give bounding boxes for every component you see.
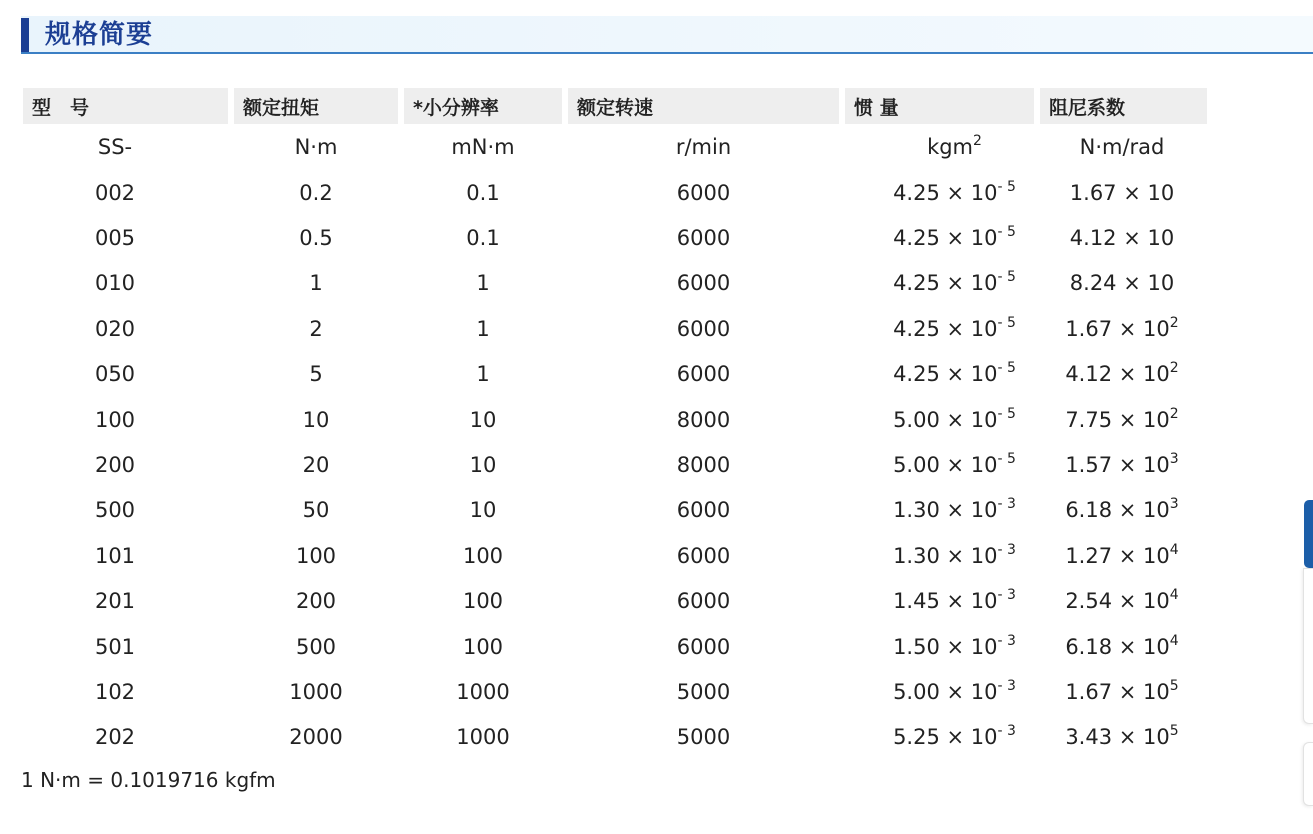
cell-inertia — [842, 352, 1037, 397]
cell-damping — [1037, 624, 1207, 669]
cell-damping — [1037, 715, 1207, 760]
cell-damping-mantissa: 4.12 × 10 — [1069, 226, 1175, 251]
cell-inertia — [842, 397, 1037, 442]
table-row — [23, 533, 1207, 578]
cell-resolution: 1000 — [456, 679, 510, 704]
cell-inertia — [842, 442, 1037, 487]
unit-inertia-base: kgm — [927, 135, 974, 159]
cell-torque: 5 — [309, 362, 323, 387]
table-row — [23, 215, 1207, 260]
cell-model: 005 — [94, 226, 136, 251]
table-row — [23, 170, 1207, 215]
cell-inertia-exponent: - 3 — [997, 632, 1016, 649]
cell-speed: 6000 — [676, 362, 731, 387]
table-row — [23, 624, 1207, 669]
unit-damping: N·m/rad — [1079, 135, 1165, 159]
cell-inertia — [842, 579, 1037, 624]
cell-damping-mantissa: 2.54 × 10 — [1065, 589, 1170, 614]
cell-inertia-mantissa: 5.00 × 10 — [893, 453, 998, 478]
cell-speed: 6000 — [676, 634, 731, 659]
cell-resolution: 1 — [476, 316, 490, 341]
unit-torque: N·m — [294, 135, 338, 159]
section-title: 规格简要 — [45, 20, 154, 50]
cell-inertia-mantissa: 4.25 × 10 — [893, 362, 998, 387]
cell-damping-mantissa: 8.24 × 10 — [1069, 271, 1175, 296]
cell-inertia — [842, 533, 1037, 578]
cell-damping-exponent: 2 — [1169, 314, 1179, 331]
cell-model: 002 — [94, 180, 136, 205]
cell-inertia-exponent: - 5 — [997, 360, 1016, 377]
spec-table — [23, 88, 1207, 760]
table-row — [23, 306, 1207, 351]
unit-speed: r/min — [675, 135, 732, 159]
cell-damping-exponent: 4 — [1169, 587, 1179, 604]
cell-resolution: 10 — [469, 498, 497, 523]
cell-damping-mantissa: 4.12 × 10 — [1065, 362, 1170, 387]
cell-damping — [1037, 669, 1207, 714]
cell-inertia — [842, 624, 1037, 669]
footnote: 1 N·m = 0.1019716 kgfm — [21, 768, 276, 792]
cell-damping-exponent: 2 — [1169, 360, 1179, 377]
cell-inertia-mantissa: 1.50 × 10 — [893, 634, 998, 659]
cell-resolution: 1 — [476, 362, 490, 387]
unit-resolution: mN·m — [451, 135, 515, 159]
cell-torque: 500 — [295, 634, 337, 659]
cell-model: 501 — [94, 634, 136, 659]
cell-inertia — [842, 261, 1037, 306]
cell-damping — [1037, 261, 1207, 306]
cell-model: 102 — [94, 679, 136, 704]
side-float-tab[interactable] — [1304, 500, 1313, 568]
cell-torque: 100 — [295, 543, 337, 568]
cell-damping-exponent: 5 — [1169, 723, 1179, 740]
cell-torque: 10 — [302, 407, 330, 432]
cell-damping-exponent: 5 — [1169, 677, 1179, 694]
header-model: 型 号 — [23, 88, 231, 124]
cell-inertia-exponent: - 3 — [997, 677, 1016, 694]
cell-inertia-exponent: - 3 — [997, 723, 1016, 740]
cell-damping-mantissa: 6.18 × 10 — [1065, 498, 1170, 523]
cell-damping-mantissa: 7.75 × 10 — [1065, 407, 1170, 432]
cell-inertia-mantissa: 1.30 × 10 — [893, 498, 998, 523]
cell-model: 101 — [94, 543, 136, 568]
side-float-panel[interactable] — [1303, 568, 1313, 724]
cell-torque: 50 — [302, 498, 330, 523]
cell-inertia-exponent: - 5 — [997, 451, 1016, 468]
cell-torque: 2000 — [289, 725, 343, 750]
cell-inertia — [842, 170, 1037, 215]
table-row — [23, 488, 1207, 533]
cell-resolution: 1000 — [456, 725, 510, 750]
cell-resolution: 100 — [462, 543, 504, 568]
cell-damping-exponent: 3 — [1169, 451, 1179, 468]
cell-inertia-mantissa: 4.25 × 10 — [893, 180, 998, 205]
cell-damping-mantissa: 1.27 × 10 — [1065, 543, 1170, 568]
cell-torque: 1000 — [289, 679, 343, 704]
cell-inertia — [842, 669, 1037, 714]
header-inertia: 惯 量 — [842, 88, 1037, 124]
cell-model: 200 — [94, 453, 136, 478]
table-row — [23, 397, 1207, 442]
cell-model: 100 — [94, 407, 136, 432]
cell-torque: 1 — [309, 271, 323, 296]
cell-inertia-mantissa: 4.25 × 10 — [893, 226, 998, 251]
cell-resolution: 10 — [469, 407, 497, 432]
cell-resolution: 100 — [462, 634, 504, 659]
cell-damping-mantissa: 1.57 × 10 — [1065, 453, 1170, 478]
cell-speed: 6000 — [676, 543, 731, 568]
cell-model: 500 — [94, 498, 136, 523]
cell-model: 201 — [94, 589, 136, 614]
cell-speed: 6000 — [676, 180, 731, 205]
header-min-resolution: *小分辨率 — [401, 88, 565, 124]
header-rated-torque: 额定扭矩 — [231, 88, 401, 124]
table-row — [23, 579, 1207, 624]
cell-inertia-mantissa: 5.00 × 10 — [893, 407, 998, 432]
cell-speed: 5000 — [676, 679, 731, 704]
cell-damping-exponent: 3 — [1169, 496, 1179, 513]
cell-inertia — [842, 715, 1037, 760]
cell-speed: 6000 — [676, 498, 731, 523]
cell-damping — [1037, 442, 1207, 487]
cell-resolution: 100 — [462, 589, 504, 614]
unit-model: SS- — [97, 135, 133, 159]
cell-inertia — [842, 306, 1037, 351]
cell-model: 050 — [94, 362, 136, 387]
section-header — [21, 16, 1313, 54]
cell-torque: 0.2 — [299, 180, 333, 205]
cell-resolution: 10 — [469, 453, 497, 478]
cell-inertia — [842, 488, 1037, 533]
cell-damping-mantissa: 1.67 × 10 — [1065, 316, 1170, 341]
cell-inertia-exponent: - 5 — [997, 314, 1016, 331]
cell-inertia-mantissa: 1.45 × 10 — [893, 589, 998, 614]
cell-damping — [1037, 306, 1207, 351]
cell-inertia-mantissa: 4.25 × 10 — [893, 316, 998, 341]
cell-resolution: 0.1 — [466, 226, 500, 251]
cell-inertia-mantissa: 5.25 × 10 — [893, 725, 998, 750]
cell-speed: 6000 — [676, 271, 731, 296]
cell-speed: 8000 — [676, 407, 731, 432]
cell-speed: 5000 — [676, 725, 731, 750]
cell-damping — [1037, 579, 1207, 624]
cell-inertia-mantissa: 4.25 × 10 — [893, 271, 998, 296]
unit-inertia — [842, 124, 1037, 170]
cell-model: 020 — [94, 316, 136, 341]
cell-torque: 2 — [309, 316, 323, 341]
cell-inertia-exponent: - 5 — [997, 405, 1016, 422]
cell-damping — [1037, 488, 1207, 533]
cell-damping — [1037, 215, 1207, 260]
cell-damping-mantissa: 6.18 × 10 — [1065, 634, 1170, 659]
cell-damping-exponent: 4 — [1169, 541, 1179, 558]
header-rated-speed: 额定转速 — [565, 88, 842, 124]
cell-damping — [1037, 170, 1207, 215]
cell-inertia-exponent: - 3 — [997, 587, 1016, 604]
cell-inertia-mantissa: 1.30 × 10 — [893, 543, 998, 568]
cell-model: 010 — [94, 271, 136, 296]
unit-row — [23, 124, 1207, 170]
cell-inertia-mantissa: 5.00 × 10 — [893, 679, 998, 704]
cell-damping — [1037, 397, 1207, 442]
cell-inertia-exponent: - 5 — [997, 224, 1016, 241]
cell-damping-exponent: 2 — [1169, 405, 1179, 422]
table-row — [23, 352, 1207, 397]
cell-speed: 6000 — [676, 226, 731, 251]
cell-damping-exponent: 4 — [1169, 632, 1179, 649]
table-row — [23, 261, 1207, 306]
section-accent-bar — [21, 18, 29, 52]
cell-torque: 20 — [302, 453, 330, 478]
cell-inertia-exponent: - 3 — [997, 496, 1016, 513]
cell-resolution: 0.1 — [466, 180, 500, 205]
cell-inertia-exponent: - 5 — [997, 269, 1016, 286]
cell-inertia — [842, 215, 1037, 260]
cell-damping — [1037, 533, 1207, 578]
table-row — [23, 442, 1207, 487]
cell-resolution: 1 — [476, 271, 490, 296]
cell-torque: 0.5 — [299, 226, 333, 251]
cell-inertia-exponent: - 3 — [997, 541, 1016, 558]
cell-damping-mantissa: 3.43 × 10 — [1065, 725, 1170, 750]
cell-damping-mantissa: 1.67 × 10 — [1065, 679, 1170, 704]
table-row — [23, 715, 1207, 760]
cell-speed: 6000 — [676, 589, 731, 614]
side-float-panel-secondary[interactable] — [1303, 742, 1313, 806]
cell-speed: 6000 — [676, 316, 731, 341]
table-header-row — [23, 88, 1207, 124]
unit-inertia-sup: 2 — [973, 133, 982, 149]
cell-damping-mantissa: 1.67 × 10 — [1069, 180, 1175, 205]
cell-torque: 200 — [295, 589, 337, 614]
cell-model: 202 — [94, 725, 136, 750]
header-damping: 阻尼系数 — [1037, 88, 1207, 124]
cell-inertia-exponent: - 5 — [997, 178, 1016, 195]
cell-speed: 8000 — [676, 453, 731, 478]
table-row — [23, 669, 1207, 714]
cell-damping — [1037, 352, 1207, 397]
